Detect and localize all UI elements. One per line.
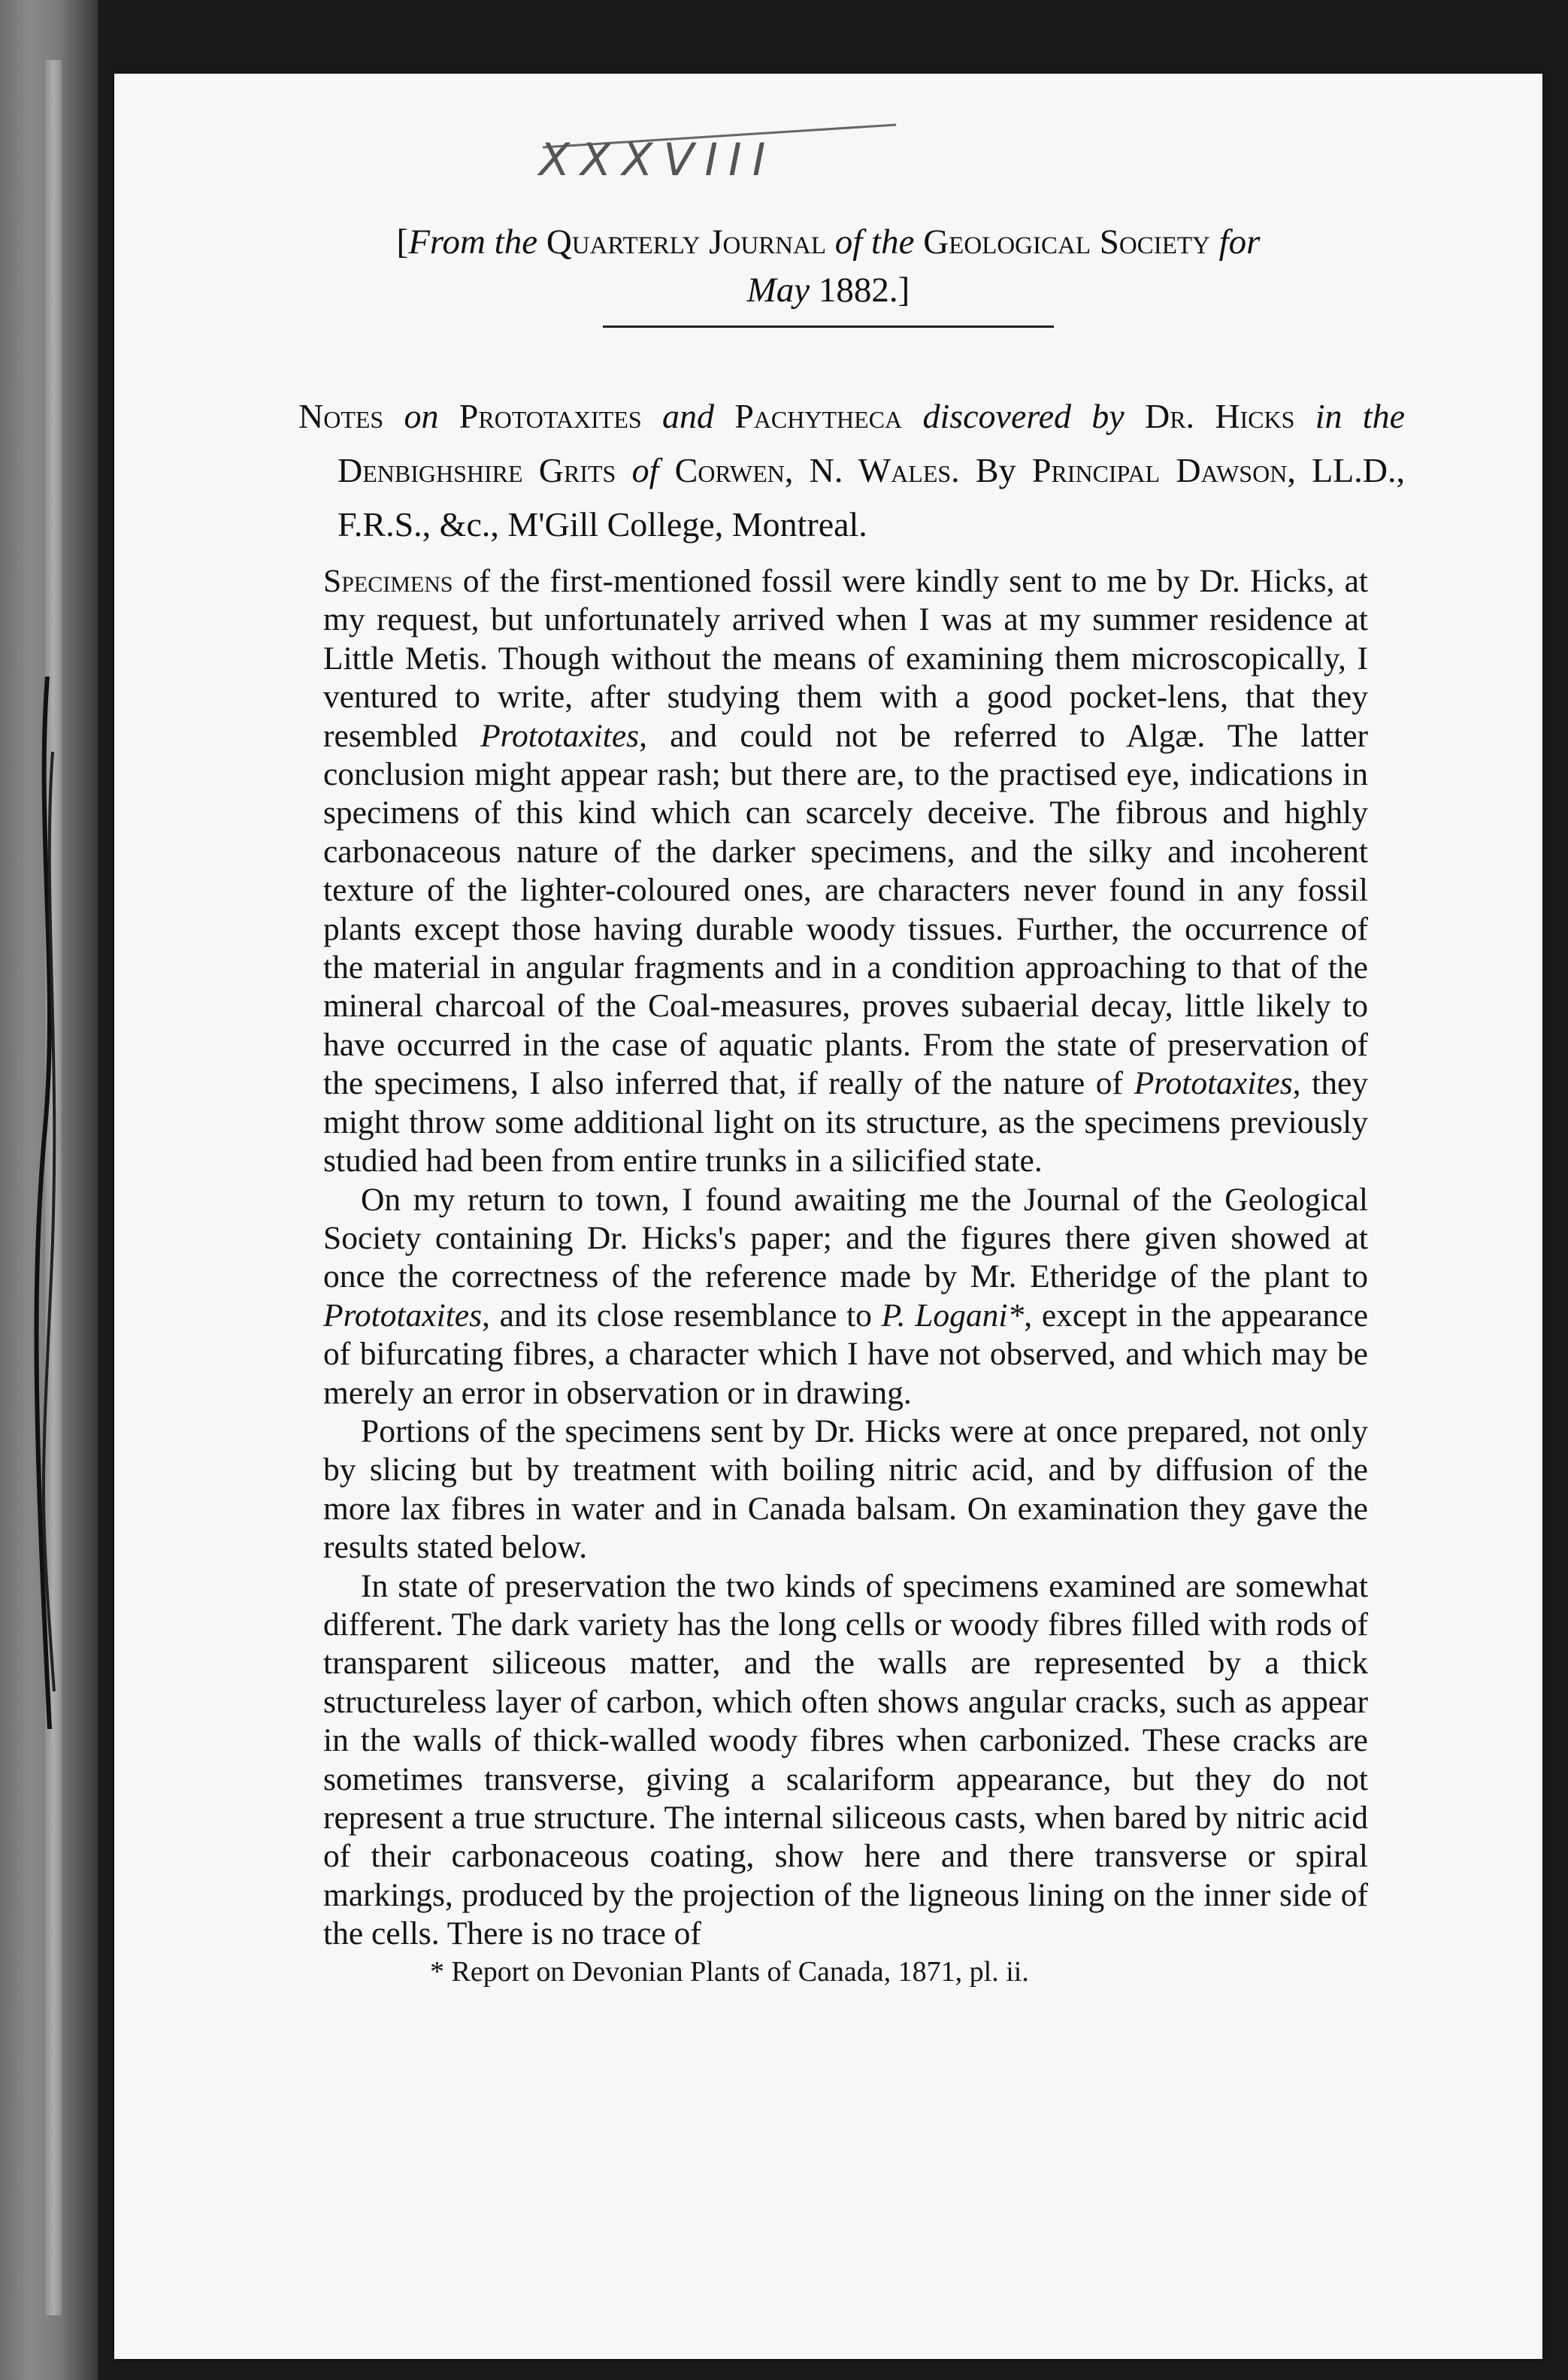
source-rule [603,326,1054,328]
footnote: * Report on Devonian Plants of Canada, 1871, pl. ii. [430,1956,1029,1988]
article-title: Notes on Prototaxites and Pachytheca discovered by Dr. Hicks in the Denbighshire Grits of Corwen, N. Wales. By Principal Dawson, LL.D., F.R.S., &c., M'Gill College, Montreal. [298,397,1405,544]
document-page [114,74,1542,2359]
binding-thread [29,677,66,1729]
source-citation: [From the Quarterly Journal of the Geological Society for May 1882.] [396,223,1261,310]
paragraph-3: Portions of the specimens sent by Dr. Hicks were at once prepared, not only by slicing but by treatment with boiling nitric acid, and by diffusion of the more lax fibres in water and in Canada balsam. On examination they gave the results stated below. [323,1413,1368,1566]
paragraph-2: On my return to town, I found awaiting me the Journal of the Geological Society containing Dr. Hicks's paper; and the figures there given showed at once the correctness of the reference made by Mr. Etheridge of the plant to Prototaxites, and its close resemblance to P. Logani*, except in the appearance of bifurcating fibres, a character which I have not observed, and which may be merely an error in observation or in drawing. [323,1181,1368,1411]
article-body [323,562,1368,1954]
handwritten-number: XXXVIII [539,134,776,186]
paragraph-1: Specimens of the first-mentioned fossil were kindly sent to me by Dr. Hicks, at my request, but unfortunately arrived when I was at my summer residence at Little Metis. Though without the means of examining them microscopically, I ventured to write, after studying them with a good pocket-lens, that they resembled Prototaxites, and could not be referred to Algæ. The latter conclusion might appear rash; but there are, to the practised eye, indications in specimens of this kind which can scarcely deceive. The fibrous and highly carbonaceous nature of the darker specimens, and the silky and incoherent texture of the lighter-coloured ones, are characters never found in any fossil plants except those having durable woody tissues. Further, the occurrence of the material in angular fragments and in a condition approaching to that of the mineral charcoal of the Coal-measures, proves subaerial decay, little likely to have occurred in the case of aquatic plants. From the state of preservation of the specimens, I also inferred that, if really of the nature of Prototaxites, they might throw some additional light on its structure, as the specimens previously studied had been from entire trunks in a silicified state. [323,563,1369,1179]
paragraph-4: In state of preservation the two kinds of specimens examined are somewhat different. The dark variety has the long cells or woody fibres filled with rods of transparent siliceous matter, and the walls are represented by a thick structureless layer of carbon, which often shows angular cracks, such as appear in the walls of thick-walled woody fibres when carbonized. These cracks are sometimes transverse, giving a scalariform appearance, but they do not represent a true structure. The internal siliceous casts, when bared by nitric acid of their carbonaceous coating, show here and there transverse or spiral markings, produced by the projection of the ligneous lining on the inner side of the cells. There is no trace of [323,1567,1368,1952]
